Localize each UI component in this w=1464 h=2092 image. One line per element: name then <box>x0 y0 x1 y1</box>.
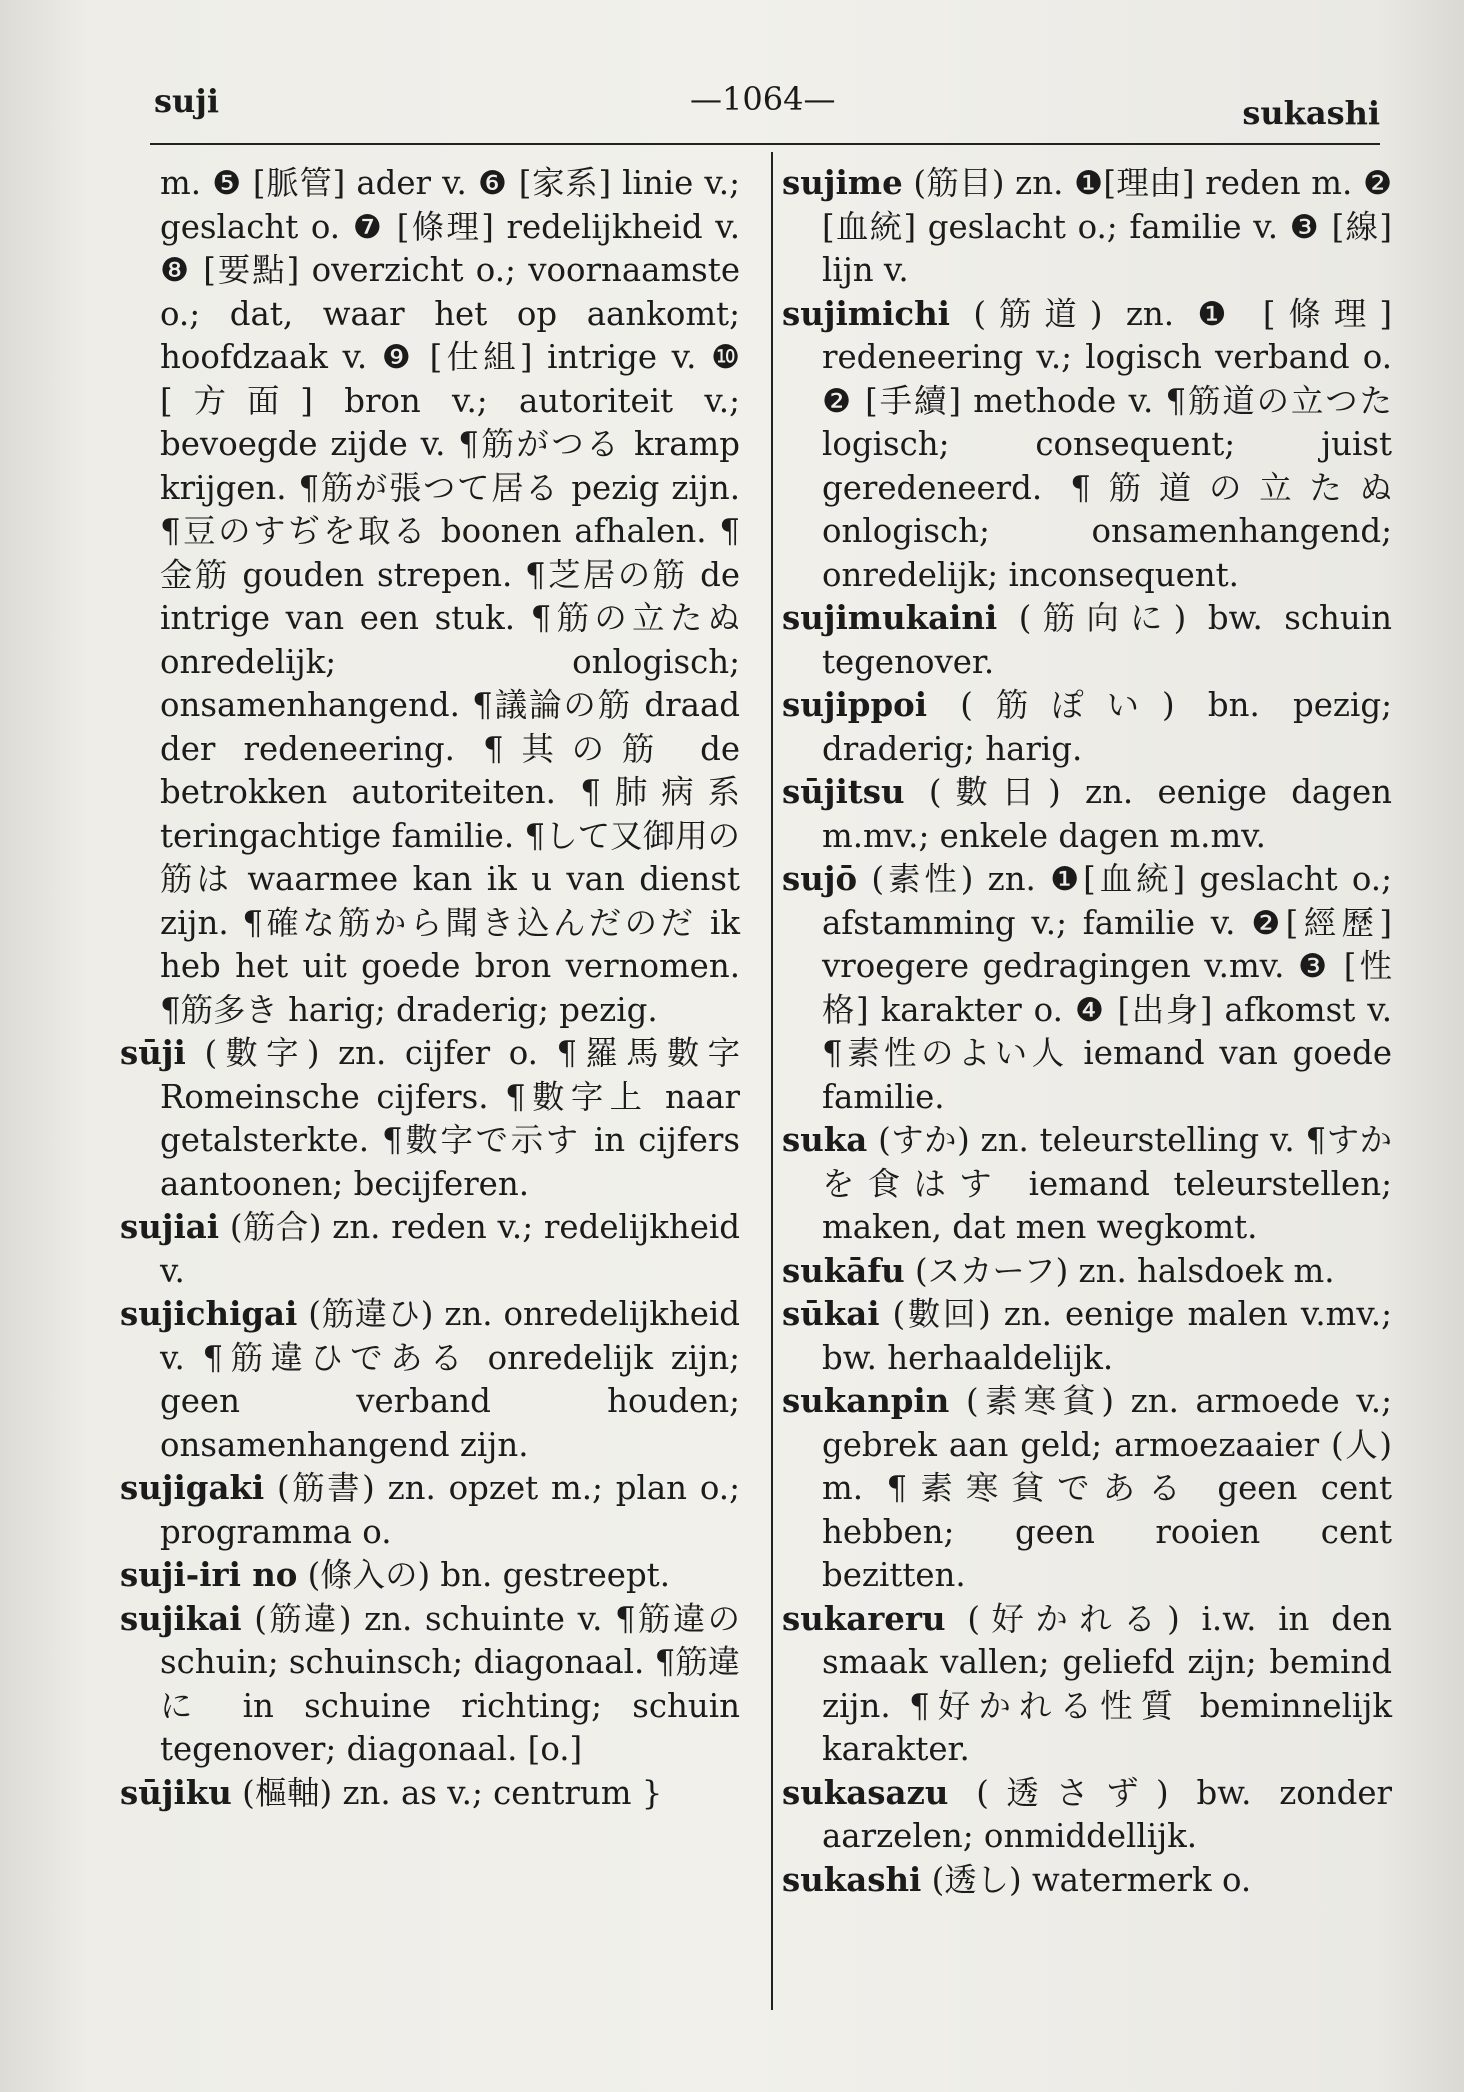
entry-body: (筋目) zn. ❶[理由] reden m. ❷ [血統] geslacht o.; familie v. ❸ [線] lijn v. <box>822 164 1392 289</box>
dictionary-entry <box>120 1554 740 1598</box>
dictionary-entry <box>782 162 1392 293</box>
entry-headword: sūjiku <box>120 1773 232 1812</box>
dictionary-entry <box>120 1293 740 1467</box>
dictionary-entry <box>120 1772 740 1816</box>
entry-headword: sukashi <box>782 1860 922 1899</box>
page-header <box>150 72 1380 132</box>
dictionary-entry <box>782 597 1392 684</box>
entry-headword: suka <box>782 1121 868 1159</box>
entry-headword: sujō <box>782 860 858 898</box>
dictionary-entry <box>782 1772 1392 1859</box>
entry-body: (樞軸) zn. as v.; centrum } <box>242 1773 663 1812</box>
dictionary-entry <box>782 771 1392 858</box>
entry-body: (筋違ひ) zn. onredelijkheid v. ¶筋違ひである onredelijk zijn; geen verband houden; onsamenhangend zijn. <box>160 1295 740 1464</box>
entry-body: (筋違) zn. schuinte v. ¶筋違の schuin; schuinsch; diagonaal. ¶筋違に in schuine richting; schuin tegenover; diagonaal. [o.] <box>160 1599 740 1768</box>
entry-body: (筋向に) bw. schuin tegenover. <box>822 599 1393 681</box>
entry-body: (數字) zn. cijfer o. ¶羅馬數字 Romeinsche cijfers. ¶數字上 naar getalsterkte. ¶數字で示す in cijfers aantoonen; becijferen. <box>160 1034 741 1203</box>
entry-body: (筋道) zn. ❶ [條理] redeneering v.; logisch verband o. ❷ [手續] methode v. ¶筋道の立つた logisch; consequent; juist geredeneerd. ¶筋道の立たぬ onlogisch; onsamenhangend; onredelijk; inconsequent. <box>822 294 1392 594</box>
dictionary-entry <box>782 1250 1392 1294</box>
right-column <box>782 162 1392 1902</box>
entry-body: (條入の) bn. gestreept. <box>307 1556 670 1594</box>
entry-body: (好かれる) i.w. in den smaak vallen; geliefd zijn; bemind zijn. ¶好かれる性質 beminnelijk karakter. <box>822 1599 1392 1768</box>
entry-body: (スカーフ) zn. halsdoek m. <box>915 1251 1335 1290</box>
page-number: —1064— <box>690 80 836 118</box>
entry-headword: sujippoi <box>782 686 928 724</box>
dictionary-entry <box>120 1467 740 1554</box>
entry-body: (筋書) zn. opzet m.; plan o.; programma o. <box>160 1469 740 1551</box>
left-guide-word: suji <box>154 82 220 120</box>
entry-body: (すか) zn. teleurstelling v. ¶すかを食はす iemand teleurstellen; maken, dat men wegkomt. <box>822 1121 1393 1246</box>
entry-headword: sūkai <box>782 1295 880 1333</box>
entry-body: (透さず) bw. zonder aarzelen; onmiddellijk. <box>822 1773 1393 1855</box>
dictionary-entry <box>782 1380 1392 1598</box>
entry-body: m. ❺ [脈管] ader v. ❻ [家系] linie v.; geslacht o. ❼ [條理] redelijkheid v. ❽ [要點] overzicht o.; voornaamste o.; dat, waar het op aankomt; hoofdzaak v. ❾ [仕組] intrige v. ❿ [方面] bron v.; autoriteit v.; bevoegde zijde v. ¶筋がつる kramp krijgen. ¶筋が張つて居る pezig zijn. ¶豆のすぢを取る boonen afhalen. ¶金筋 gouden strepen. ¶芝居の筋 de intrige van een stuk. ¶筋の立たぬ onredelijk; onlogisch; onsamenhangend. ¶議論の筋 draad der redeneering. ¶其の筋 de betrokken autoriteiten. ¶肺病系 teringachtige familie. ¶して又御用の筋は waarmee kan ik u van dienst zijn. ¶確な筋から聞き込んだのだ ik heb het uit goede bron vernomen. ¶筋多き harig; draderig; pezig. <box>160 164 740 1029</box>
entry-headword: sujiai <box>120 1208 220 1246</box>
entry-headword: sujimichi <box>782 294 950 333</box>
entry-headword: suji-iri no <box>120 1556 298 1594</box>
entry-headword: sujikai <box>120 1599 242 1638</box>
entry-continuation <box>120 162 740 1032</box>
left-column <box>120 162 740 1815</box>
entry-headword: sukasazu <box>782 1773 949 1812</box>
entry-headword: sukareru <box>782 1599 946 1638</box>
dictionary-entry <box>782 1293 1392 1380</box>
entry-body: (素寒貧) zn. armoede v.; gebrek aan geld; armoezaaier (人) m. ¶素寒貧である geen cent hebben; geen rooien cent bezitten. <box>822 1382 1392 1594</box>
dictionary-entry <box>782 684 1392 771</box>
right-guide-word: sukashi <box>1242 94 1380 132</box>
entry-headword: sūji <box>120 1034 186 1072</box>
dictionary-entry <box>782 1598 1392 1772</box>
entry-headword: sujichigai <box>120 1295 298 1333</box>
header-rule <box>150 143 1380 145</box>
entry-headword: sujime <box>782 164 903 202</box>
entry-headword: sujimukaini <box>782 599 998 637</box>
entry-body: (筋ぽい) bn. pezig; draderig; harig. <box>822 686 1392 768</box>
entry-body: (筋合) zn. reden v.; redelijkheid v. <box>160 1208 741 1290</box>
dictionary-entry <box>782 1859 1392 1903</box>
dictionary-entry <box>782 293 1392 598</box>
entry-headword: sūjitsu <box>782 773 905 811</box>
entry-body: (素性) zn. ❶[血統] geslacht o.; afstamming v.; familie v. ❷[經歷] vroegere gedragingen v.mv. ❸ [性格] karakter o. ❹ [出身] afkomst v. ¶素性のよい人 iemand van goede familie. <box>822 860 1392 1116</box>
entry-body: (透し) watermerk o. <box>931 1860 1252 1899</box>
dictionary-entry <box>782 1119 1392 1250</box>
entry-body: (數日) zn. eenige dagen m.mv.; enkele dagen m.mv. <box>822 773 1393 855</box>
entry-headword: sujigaki <box>120 1469 265 1507</box>
dictionary-entry <box>120 1598 740 1772</box>
column-divider <box>771 152 773 2010</box>
dictionary-entry <box>120 1206 740 1293</box>
entry-headword: sukāfu <box>782 1251 905 1290</box>
entry-body: (數回) zn. eenige malen v.mv.; bw. herhaaldelijk. <box>822 1295 1393 1377</box>
entry-headword: sukanpin <box>782 1382 950 1420</box>
dictionary-entry <box>120 1032 740 1206</box>
dictionary-entry <box>782 858 1392 1119</box>
